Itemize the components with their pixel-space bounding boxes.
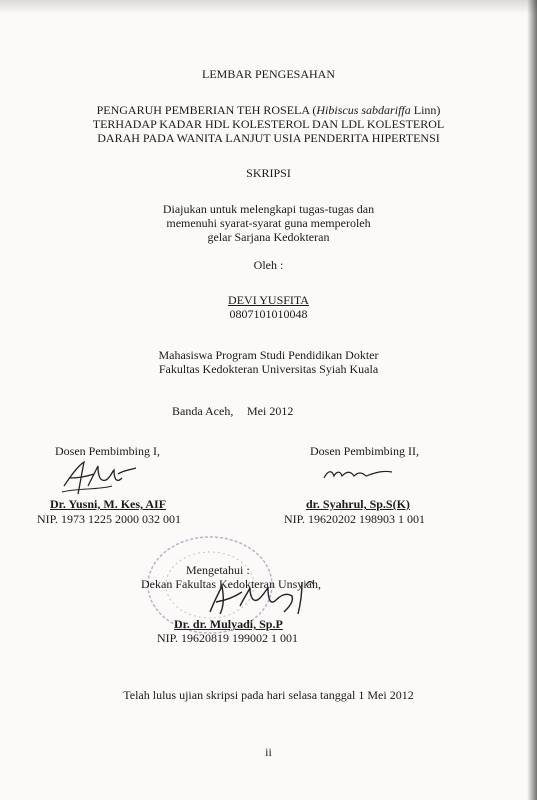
dean-title: Dekan Fakultas Kedokteran Unsyiah, — [141, 577, 321, 591]
supervisor-2-role: Dosen Pembimbing II, — [310, 444, 419, 458]
date: Mei 2012 — [247, 404, 294, 418]
supervisor-1-name: Dr. Yusni, M. Kes, AIF — [50, 497, 167, 511]
purpose-line: memenuhi syarat-syarat guna memperoleh — [166, 216, 371, 230]
supervisor-1-role: Dosen Pembimbing I, — [55, 444, 160, 458]
dean-acknowledged-label: Mengetahui : — [186, 563, 250, 577]
purpose-line: gelar Sarjana Kedokteran — [207, 230, 330, 244]
place: Banda Aceh, — [172, 404, 234, 418]
title-line-1: PENGARUH PEMBERIAN TEH ROSELA (Hibiscus sabdariffa Linn) — [96, 103, 441, 117]
dean-name: Dr. dr. Mulyadi, Sp.P — [174, 617, 283, 631]
exam-passed-note: Telah lulus ujian skripsi pada hari selasa tanggal 1 Mei 2012 — [123, 688, 414, 702]
title-line-2: TERHADAP KADAR HDL KOLESTEROL DAN LDL KOLESTEROL — [92, 117, 445, 131]
dean-nip: NIP. 19620819 199002 1 001 — [157, 631, 299, 645]
dean-signature — [190, 572, 330, 622]
by-label: Oleh : — [253, 258, 284, 272]
affiliation-line: Fakultas Kedokteran Universitas Syiah Kuala — [158, 362, 379, 376]
supervisor-1-nip: NIP. 1973 1225 2000 032 001 — [37, 512, 182, 526]
supervisor-1-signature — [58, 456, 148, 498]
affiliation — [0, 348, 537, 376]
purpose-line: Diajukan untuk melengkapi tugas-tugas dan — [162, 202, 375, 216]
supervisor-2-signature — [320, 462, 400, 486]
page-number: ii — [265, 745, 272, 759]
supervisor-2-name: dr. Syahrul, Sp.S(K) — [306, 497, 410, 511]
affiliation-line: Mahasiswa Program Studi Pendidikan Dokter — [158, 348, 379, 362]
author-nim: 0807101010048 — [229, 307, 308, 321]
supervisor-2-nip: NIP. 19620202 198903 1 001 — [284, 512, 426, 526]
thesis-title — [0, 103, 537, 145]
purpose-text — [0, 202, 537, 244]
author-name-text: DEVI YUSFITA — [228, 293, 309, 307]
document-type: SKRIPSI — [246, 166, 291, 180]
page-heading: LEMBAR PENGESAHAN — [201, 67, 335, 81]
title-line-3: DARAH PADA WANITA LANJUT USIA PENDERITA HIPERTENSI — [97, 131, 440, 145]
scan-top-shadow — [0, 0, 537, 14]
author-name — [0, 293, 537, 308]
